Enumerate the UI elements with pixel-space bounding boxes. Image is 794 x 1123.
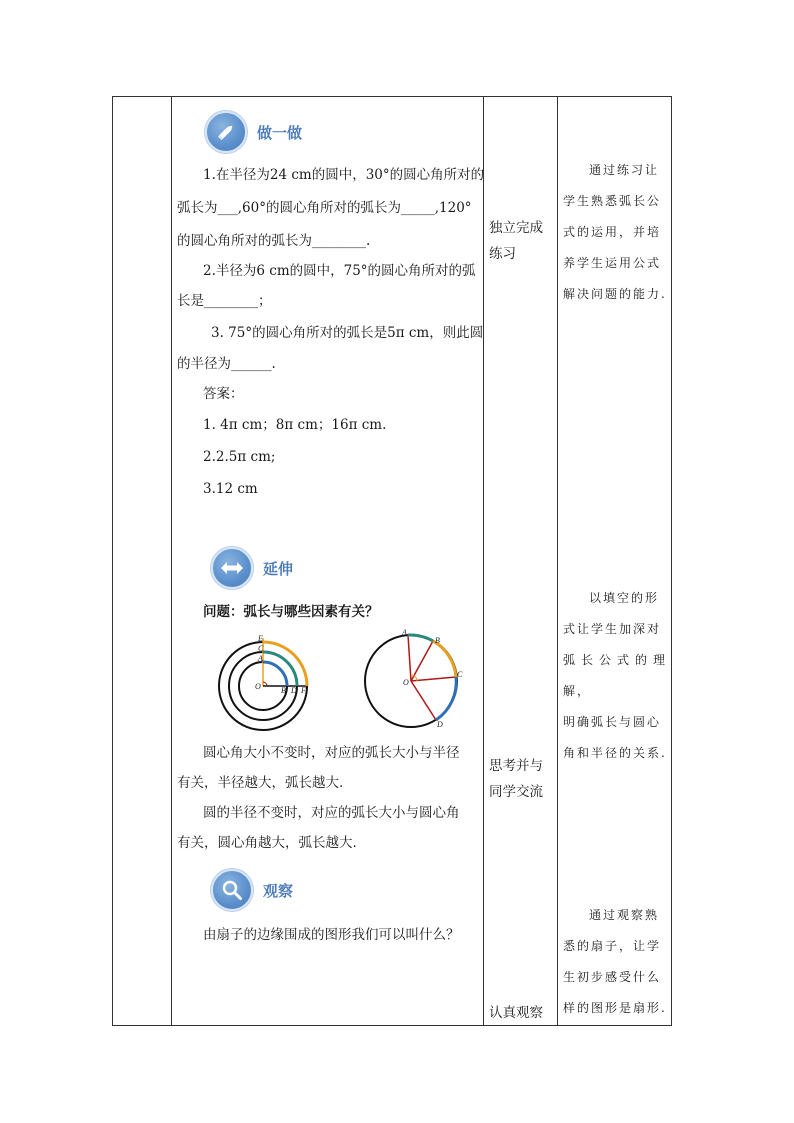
answer-1: 1. 4π cm；8π cm；16π cm. [203,417,387,433]
q2-line2: 长是________； [177,293,272,309]
observe-title: 观察 [263,881,294,900]
activity-2: 思考并与 同学交流 [489,758,543,800]
label-d: D [291,686,297,695]
pencil-icon [205,111,247,153]
q3-line1: 3. 75°的圆心角所对的弧长是5π cm，则此圆 [211,325,484,341]
notes-column [557,97,673,1025]
answer-label: 答案： [203,386,244,402]
extension-p1-line1: 圆心角大小不变时，对应的弧长大小与半径 [203,745,460,761]
label-b: B [281,686,286,695]
label-a: A [258,654,263,663]
note-2: 以填空的形 式让学生加深对 弧长公式的理解， 明确弧长与圆心 角和半径的关系. [563,591,667,760]
label-o: O [255,682,261,691]
extension-question: 问题：弧长与哪些因素有关？ [203,604,379,620]
note-1: 通过练习让 学生熟悉弧长公 式的运用，并培 养学生运用公式 解决问题的能力. [563,163,667,301]
activity-1: 独立完成 练习 [489,220,543,262]
observe-question: 由扇子的边缘围成的图形我们可以叫什么？ [203,927,460,943]
note-3: 通过观察熟 悉的扇子，让学 生初步感受什么 样的图形是扇形. [563,908,667,1015]
activity-3: 认真观察 [489,1005,543,1021]
activity-column [483,97,557,1025]
answer-3: 3.12 cm [203,481,258,497]
label-a: A [402,628,407,637]
q1-line3: 的圆心角所对的弧长为________. [177,233,371,249]
q1-line2: 弧长为___,60°的圆心角所对的弧长为_____,120° [177,200,472,216]
q3-line2: 的半径为______. [177,356,276,372]
extension-p2-line2: 有关，圆心角越大，弧长越大. [177,835,357,851]
circle-angles-figure [361,627,461,733]
label-c: C [457,670,463,679]
extension-p1-line2: 有关，半径越大，弧长越大. [177,775,344,791]
observe-header [211,869,293,911]
magnifier-icon [211,869,253,911]
double-arrow-icon [211,547,253,589]
concentric-circles-figure [215,631,315,731]
label-d: D [437,720,443,729]
q2-line1: 2.半径为6 cm的圆中，75°的圆心角所对的弧 [203,263,476,279]
extension-p2-line1: 圆的半径不变时，对应的弧长大小与圆心角 [203,805,460,821]
label-o: O [403,678,409,687]
q1-line1: 1.在半径为24 cm的圆中，30°的圆心角所对的 [203,167,485,183]
lesson-table [112,96,672,1026]
practice-header [205,111,302,153]
label-e: E [258,634,263,643]
label-f: F [301,686,306,695]
label-c: C [258,644,264,653]
answer-2: 2.2.5π cm; [203,449,276,465]
extension-header [211,547,293,589]
label-b: B [435,636,440,645]
content-column [171,97,483,1025]
extension-title: 延伸 [263,559,294,578]
practice-title: 做一做 [257,123,303,142]
